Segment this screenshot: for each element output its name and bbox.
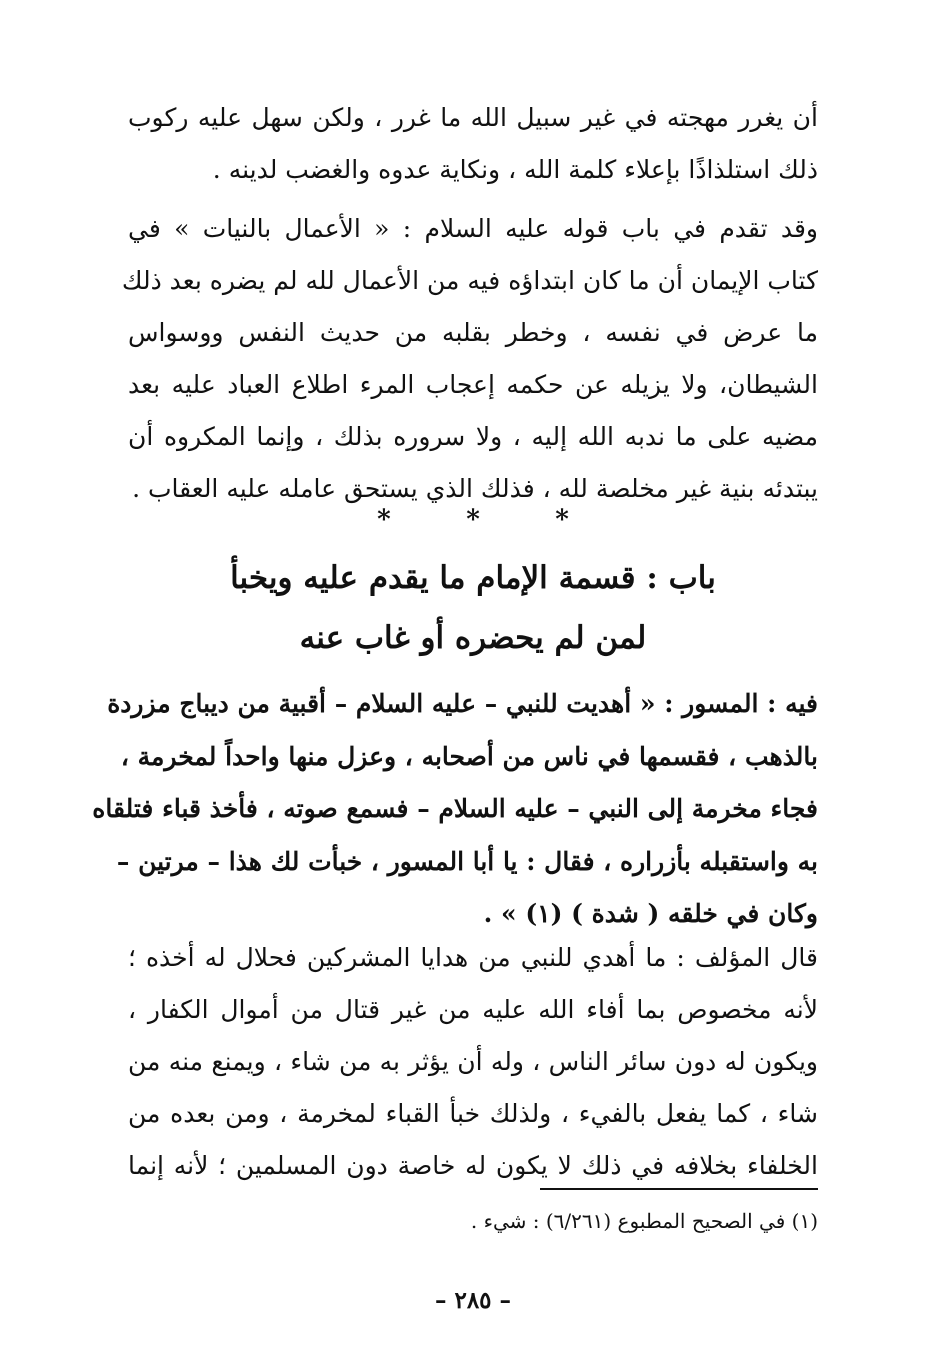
text-line: ويكون له دون سائر الناس ، وله أن يؤثر به من شاء ، ويمنع منه من bbox=[128, 1047, 818, 1076]
text-line: شاء ، كما يفعل بالفيء ، ولذلك خبأ القباء لمخرمة ، ومن بعده من bbox=[128, 1099, 818, 1128]
text-line: وكان في خلقه ( شدة ) (١) » . bbox=[483, 899, 818, 928]
text-line: الخلفاء بخلافه في ذلك لا يكون له خاصة دون المسلمين ؛ لأنه إنما bbox=[128, 1151, 818, 1180]
footnote: (١) في الصحيح المطبوع (٦/٢٦١) : شيء . bbox=[470, 1209, 818, 1233]
hadith-text bbox=[92, 678, 818, 941]
text-line: أن يغرر مهجته في غير سبيل الله ما غرر ، ولكن سهل عليه ركوب bbox=[128, 103, 818, 132]
separator-star: * bbox=[466, 505, 480, 535]
text-line: به واستقبله بأزراره ، فقال : يا أبا المسور ، خبأت لك هذا – مرتين – bbox=[116, 846, 818, 876]
section-separator bbox=[0, 505, 946, 535]
text-line: الشيطان، ولا يزيله عن حكمه إعجاب المرء اطلاع العباد عليه بعد bbox=[128, 370, 818, 399]
text-line: فيه : المسور : « أهديت للنبي – عليه السلام – أقبية من ديباج مزردة bbox=[107, 689, 818, 718]
text-line: مضيه على ما ندبه الله إليه ، ولا سروره بذلك ، وإنما المكروه أن bbox=[128, 422, 818, 451]
text-line: فجاء مخرمة إلى النبي – عليه السلام – فسمع صوته ، فأخذ قباء فتلقاه bbox=[92, 794, 818, 823]
text-line: يبتدئه بنية غير مخلصة لله ، فذلك الذي يستحق عامله عليه العقاب . bbox=[132, 474, 818, 503]
text-line: بالذهب ، فقسمها في ناس من أصحابه ، وعزل منها واحداً لمخرمة ، bbox=[120, 741, 818, 771]
separator-star: * bbox=[377, 505, 391, 535]
commentary-paragraph bbox=[128, 932, 818, 1192]
separator-star: * bbox=[555, 505, 569, 535]
text-line: ما عرض في نفسه ، وخطر بقلبه من حديث النفس ووسواس bbox=[128, 318, 818, 347]
text-line: لأنه مخصوص بما أفاء الله عليه من غير قتال من أموال الكفار ، bbox=[128, 995, 818, 1024]
text-line: كتاب الإيمان أن ما كان ابتداؤه فيه من الأعمال لله لم يضره بعد ذلك bbox=[121, 266, 818, 295]
page-number: – ٢٨٥ – bbox=[434, 1287, 512, 1314]
intro-paragraph bbox=[128, 92, 818, 196]
text-line: وقد تقدم في باب قوله عليه السلام : « الأعمال بالنيات » في bbox=[128, 214, 818, 243]
footnote-divider bbox=[540, 1188, 818, 1190]
chapter-heading-line1: باب : قسمة الإمام ما يقدم عليه ويخبأ bbox=[230, 560, 716, 596]
text-line: قال المؤلف : ما أهدي للنبي من هدايا المشركين فحلال له أخذه ؛ bbox=[128, 943, 818, 972]
second-paragraph bbox=[121, 203, 818, 515]
text-line: ذلك استلذاذًا بإعلاء كلمة الله ، ونكاية عدوه والغضب لدينه . bbox=[212, 155, 818, 184]
chapter-heading-line2: لمن لم يحضره أو غاب عنه bbox=[299, 620, 647, 656]
